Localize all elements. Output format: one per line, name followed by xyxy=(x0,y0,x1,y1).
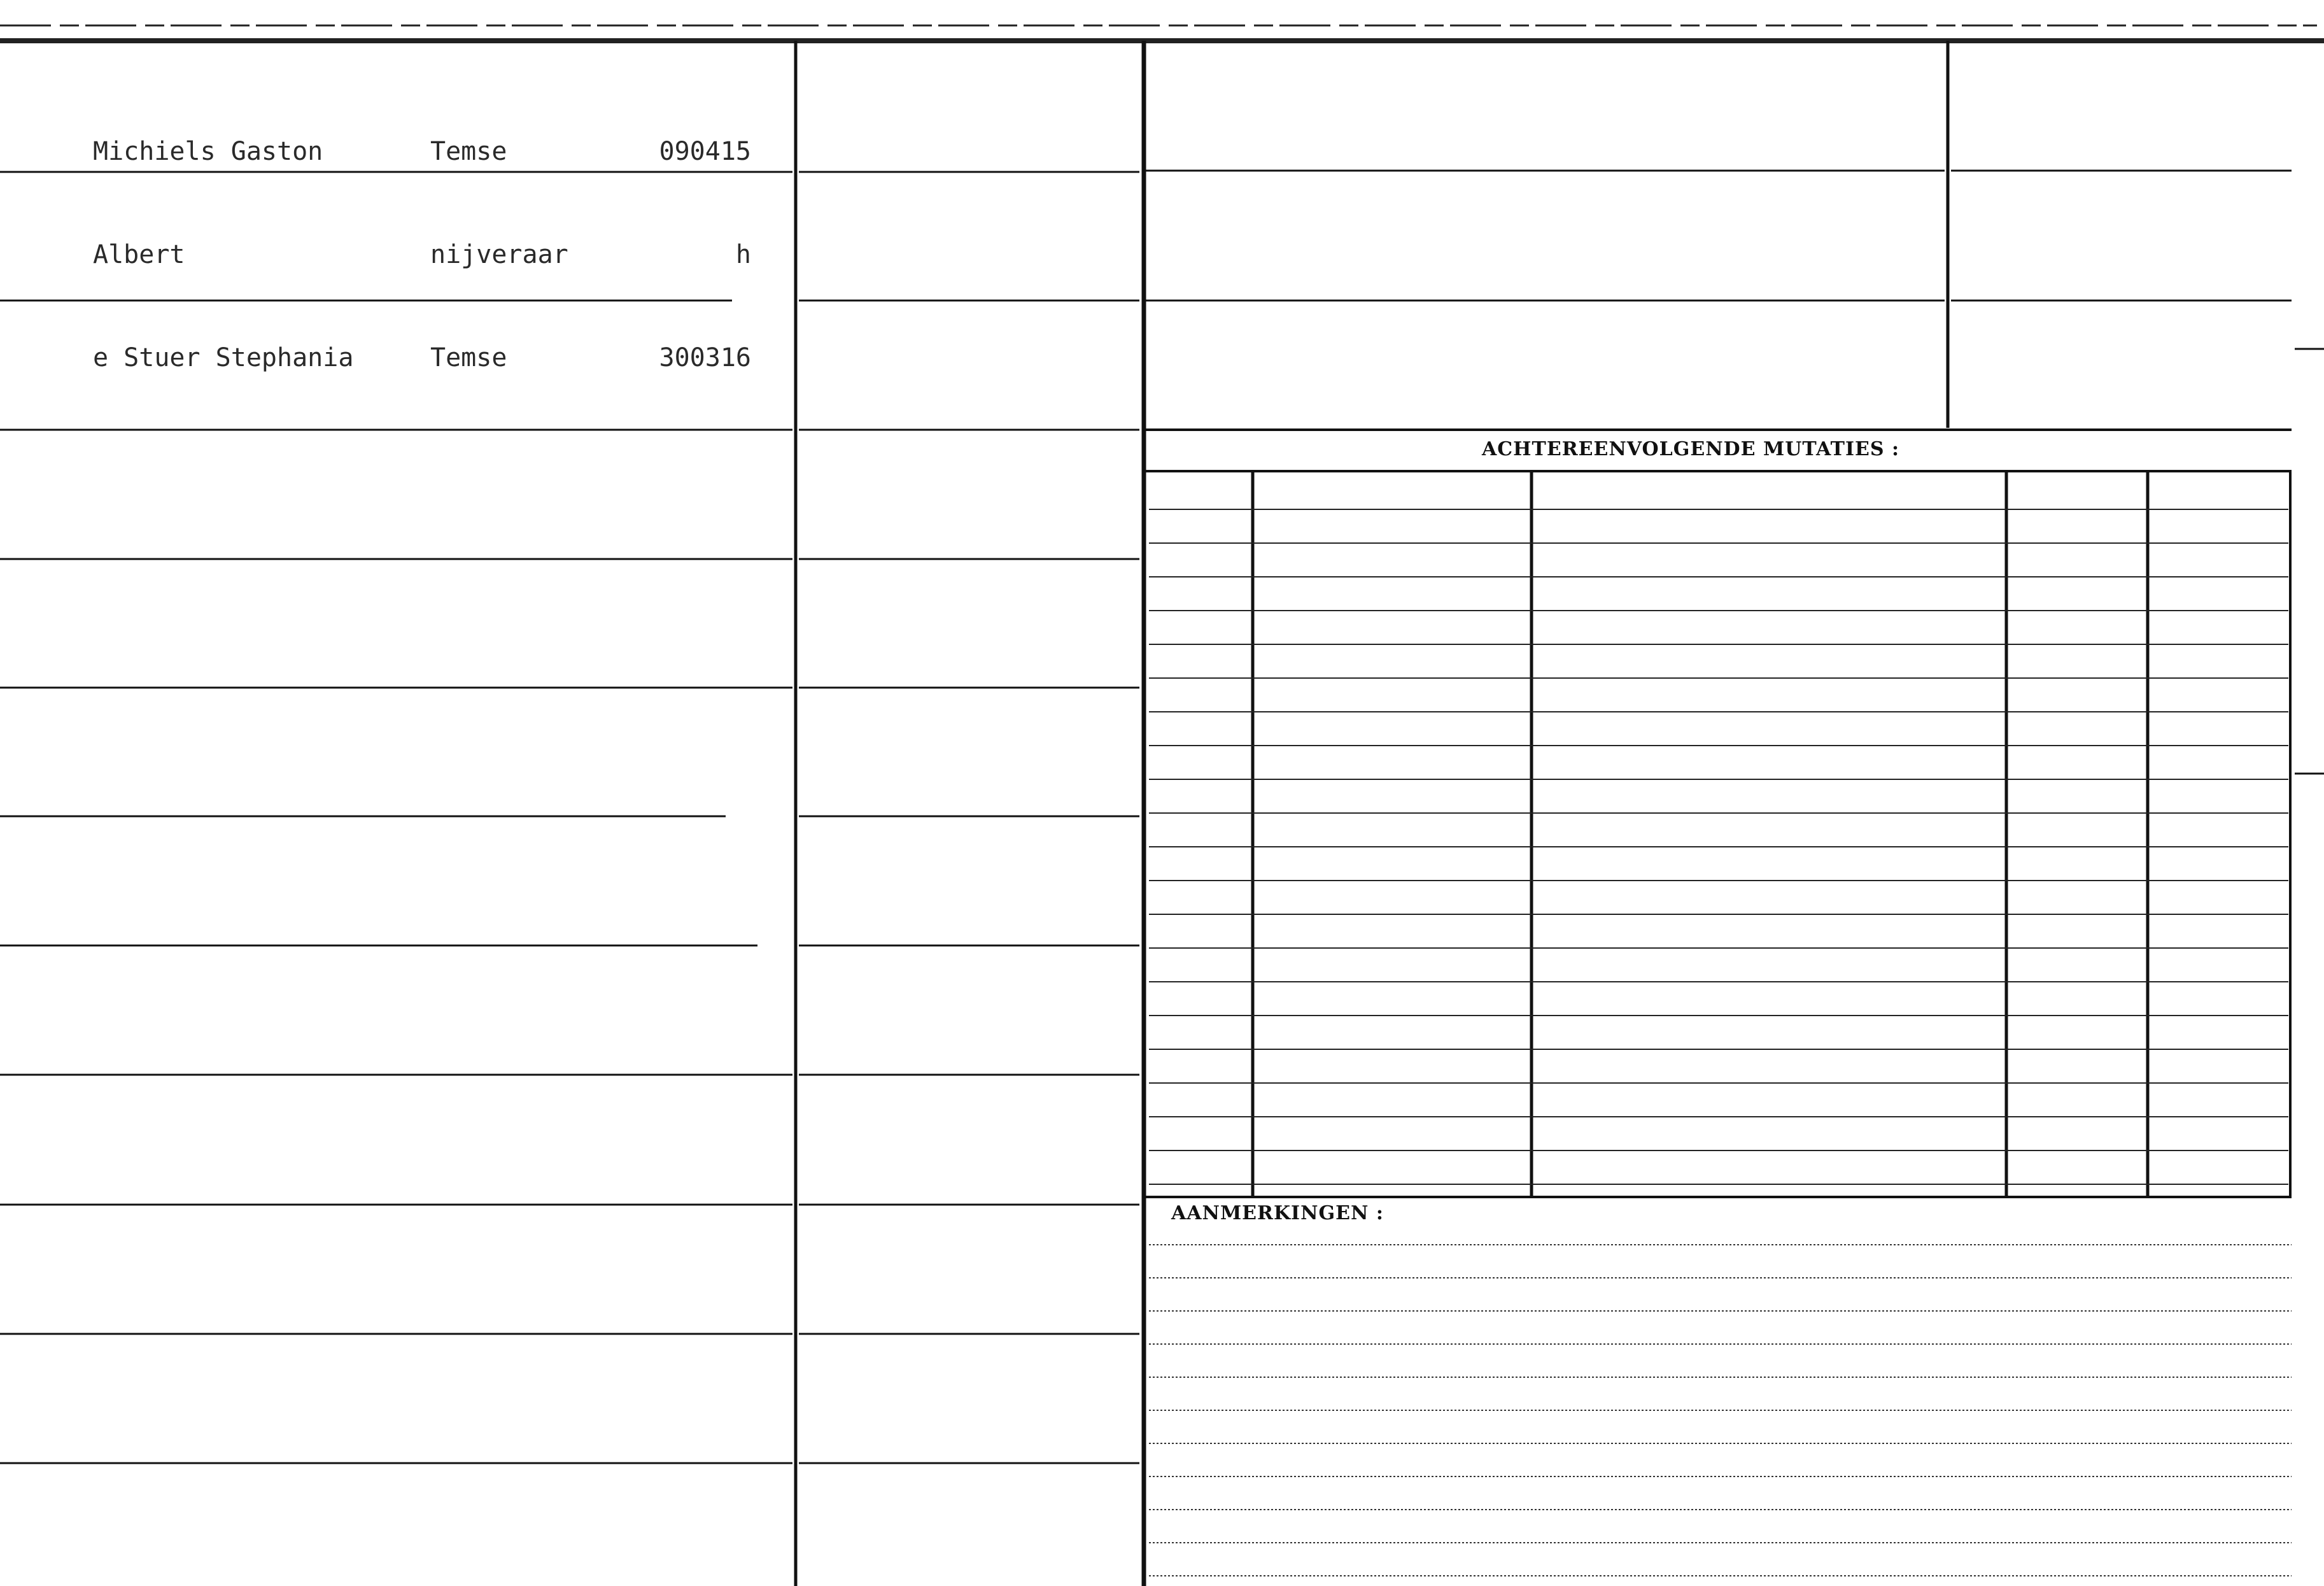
entry-code-line-2: h xyxy=(735,240,751,269)
entry-date-line-1: 090415 xyxy=(659,137,751,166)
middle-column-rows xyxy=(799,172,1139,1463)
entry-date-block xyxy=(649,66,751,444)
entry-place-line-3: Temse xyxy=(430,343,507,372)
entry-place-line-1: Temse xyxy=(430,137,507,166)
entry-name-line-2: Albert xyxy=(93,240,185,269)
entry-name-line-1: Michiels Gaston xyxy=(93,137,323,166)
entry-name-block xyxy=(93,66,353,444)
top-edge xyxy=(0,25,2324,41)
remarks-heading: AANMERKINGEN : xyxy=(1171,1202,1384,1224)
remark-lines xyxy=(1149,1245,2292,1576)
mutations-heading: ACHTEREENVOLGENDE MUTATIES : xyxy=(1482,438,1900,460)
entry-occupation: nijveraar xyxy=(430,240,568,269)
entry-name-line-3: e Stuer Stephania xyxy=(93,343,354,372)
entry-date-line-3: 300316 xyxy=(659,343,751,372)
mutation-rows xyxy=(1149,509,2288,1184)
entry-place-block xyxy=(430,66,568,444)
